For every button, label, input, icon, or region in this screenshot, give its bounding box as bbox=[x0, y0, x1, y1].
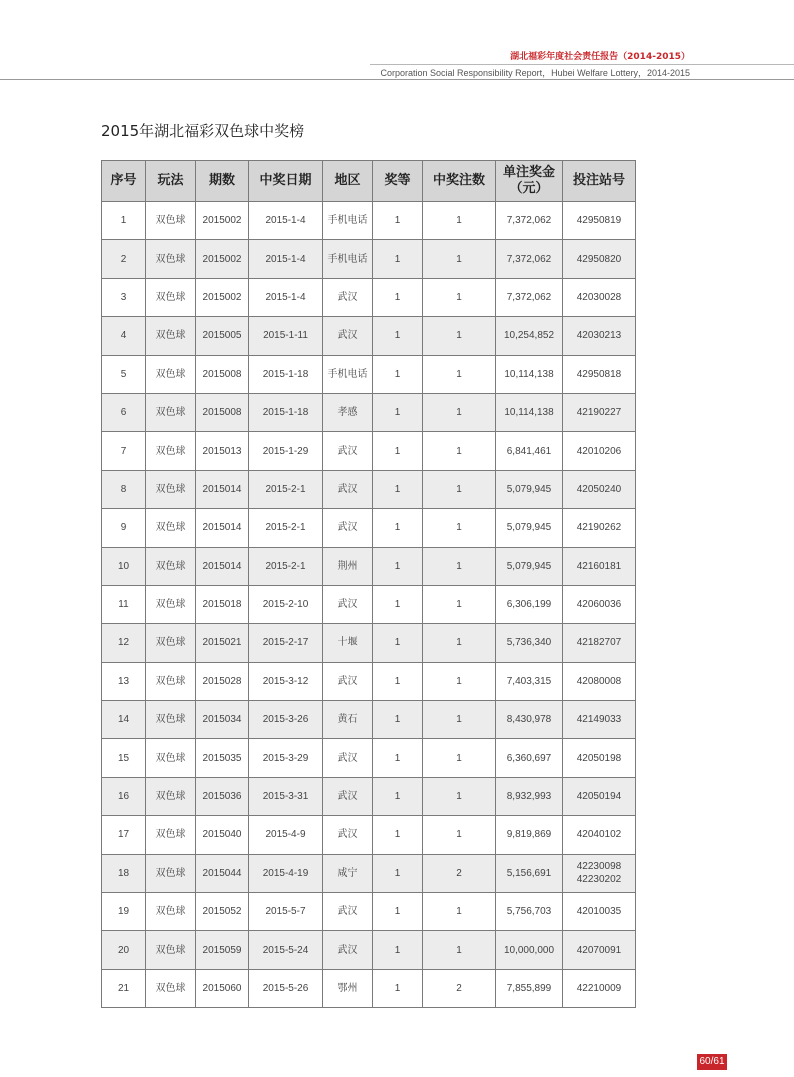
cell-prize-amount: 5,756,703 bbox=[496, 893, 563, 931]
table-body bbox=[102, 202, 636, 1008]
cell-prize-level: 1 bbox=[373, 854, 423, 892]
cell-prize-amount: 7,372,062 bbox=[496, 240, 563, 278]
cell-number: 9 bbox=[102, 509, 146, 547]
table-row bbox=[102, 854, 636, 892]
cell-date: 2015-1-4 bbox=[249, 240, 323, 278]
cell-station: 42210009 bbox=[563, 969, 636, 1007]
cell-game: 双色球 bbox=[146, 893, 196, 931]
cell-date: 2015-2-17 bbox=[249, 624, 323, 662]
cell-date: 2015-5-24 bbox=[249, 931, 323, 969]
cell-prize-amount: 9,819,869 bbox=[496, 816, 563, 854]
cell-date: 2015-4-19 bbox=[249, 854, 323, 892]
cell-prize-amount: 5,156,691 bbox=[496, 854, 563, 892]
cell-number: 5 bbox=[102, 355, 146, 393]
cell-winning-bets: 1 bbox=[423, 777, 496, 815]
cell-prize-amount: 5,736,340 bbox=[496, 624, 563, 662]
cell-issue: 2015052 bbox=[196, 893, 249, 931]
cell-prize-amount: 10,000,000 bbox=[496, 931, 563, 969]
header-divider-top bbox=[370, 64, 794, 65]
column-header: 地区 bbox=[323, 161, 373, 202]
cell-number: 10 bbox=[102, 547, 146, 585]
cell-region: 手机电话 bbox=[323, 355, 373, 393]
cell-game: 双色球 bbox=[146, 777, 196, 815]
station-line: 42230202 bbox=[576, 874, 622, 886]
table-row bbox=[102, 816, 636, 854]
cell-issue: 2015044 bbox=[196, 854, 249, 892]
cell-prize-level: 1 bbox=[373, 701, 423, 739]
cell-region: 手机电话 bbox=[323, 240, 373, 278]
cell-prize-level: 1 bbox=[373, 585, 423, 623]
cell-prize-level: 1 bbox=[373, 931, 423, 969]
cell-winning-bets: 2 bbox=[423, 854, 496, 892]
cell-region: 武汉 bbox=[323, 585, 373, 623]
cell-date: 2015-5-26 bbox=[249, 969, 323, 1007]
cell-station: 42149033 bbox=[563, 701, 636, 739]
cell-issue: 2015005 bbox=[196, 317, 249, 355]
cell-issue: 2015008 bbox=[196, 393, 249, 431]
cell-game: 双色球 bbox=[146, 854, 196, 892]
cell-winning-bets: 1 bbox=[423, 278, 496, 316]
cell-region: 鄂州 bbox=[323, 969, 373, 1007]
table-row bbox=[102, 585, 636, 623]
table-row bbox=[102, 355, 636, 393]
cell-station: 42010206 bbox=[563, 432, 636, 470]
cell-station: 42050194 bbox=[563, 777, 636, 815]
cell-date: 2015-1-4 bbox=[249, 278, 323, 316]
cell-game: 双色球 bbox=[146, 931, 196, 969]
cell-prize-level: 1 bbox=[373, 509, 423, 547]
cell-date: 2015-1-29 bbox=[249, 432, 323, 470]
cell-prize-level: 1 bbox=[373, 547, 423, 585]
column-header: 中奖注数 bbox=[423, 161, 496, 202]
table-row bbox=[102, 240, 636, 278]
column-header: 单注奖金（元） bbox=[496, 161, 563, 202]
cell-station: 42950820 bbox=[563, 240, 636, 278]
cell-issue: 2015059 bbox=[196, 931, 249, 969]
table-row bbox=[102, 931, 636, 969]
cell-date: 2015-2-1 bbox=[249, 547, 323, 585]
cell-issue: 2015035 bbox=[196, 739, 249, 777]
cell-prize-amount: 5,079,945 bbox=[496, 470, 563, 508]
cell-region: 手机电话 bbox=[323, 202, 373, 240]
cell-game: 双色球 bbox=[146, 432, 196, 470]
cell-station: 42040102 bbox=[563, 816, 636, 854]
cell-game: 双色球 bbox=[146, 278, 196, 316]
table-row bbox=[102, 317, 636, 355]
cell-issue: 2015008 bbox=[196, 355, 249, 393]
cell-station: 42160181 bbox=[563, 547, 636, 585]
cell-region: 武汉 bbox=[323, 777, 373, 815]
cell-date: 2015-3-26 bbox=[249, 701, 323, 739]
cell-issue: 2015028 bbox=[196, 662, 249, 700]
cell-game: 双色球 bbox=[146, 240, 196, 278]
cell-region: 武汉 bbox=[323, 662, 373, 700]
report-header bbox=[381, 50, 691, 80]
header-divider-bottom bbox=[0, 79, 794, 80]
cell-winning-bets: 1 bbox=[423, 662, 496, 700]
cell-winning-bets: 1 bbox=[423, 509, 496, 547]
cell-number: 2 bbox=[102, 240, 146, 278]
cell-game: 双色球 bbox=[146, 585, 196, 623]
cell-region: 荆州 bbox=[323, 547, 373, 585]
cell-issue: 2015014 bbox=[196, 547, 249, 585]
cell-issue: 2015002 bbox=[196, 278, 249, 316]
cell-station: 42950818 bbox=[563, 355, 636, 393]
cell-station: 42060036 bbox=[563, 585, 636, 623]
cell-number: 20 bbox=[102, 931, 146, 969]
cell-prize-level: 1 bbox=[373, 816, 423, 854]
cell-date: 2015-1-4 bbox=[249, 202, 323, 240]
cell-game: 双色球 bbox=[146, 739, 196, 777]
cell-game: 双色球 bbox=[146, 624, 196, 662]
table-row bbox=[102, 739, 636, 777]
cell-issue: 2015002 bbox=[196, 202, 249, 240]
cell-winning-bets: 1 bbox=[423, 355, 496, 393]
cell-number: 6 bbox=[102, 393, 146, 431]
cell-game: 双色球 bbox=[146, 662, 196, 700]
cell-game: 双色球 bbox=[146, 470, 196, 508]
cell-region: 武汉 bbox=[323, 509, 373, 547]
cell-date: 2015-1-18 bbox=[249, 393, 323, 431]
cell-game: 双色球 bbox=[146, 969, 196, 1007]
cell-winning-bets: 1 bbox=[423, 202, 496, 240]
cell-winning-bets: 1 bbox=[423, 547, 496, 585]
cell-number: 19 bbox=[102, 893, 146, 931]
cell-prize-amount: 5,079,945 bbox=[496, 547, 563, 585]
cell-station: 42010035 bbox=[563, 893, 636, 931]
cell-prize-level: 1 bbox=[373, 470, 423, 508]
station-line: 42230098 bbox=[576, 861, 622, 873]
table-row bbox=[102, 509, 636, 547]
cell-number: 7 bbox=[102, 432, 146, 470]
cell-prize-amount: 7,403,315 bbox=[496, 662, 563, 700]
page-number: 60/61 bbox=[697, 1054, 727, 1070]
cell-winning-bets: 1 bbox=[423, 624, 496, 662]
cell-region: 武汉 bbox=[323, 470, 373, 508]
cell-prize-level: 1 bbox=[373, 624, 423, 662]
cell-date: 2015-2-10 bbox=[249, 585, 323, 623]
column-header: 序号 bbox=[102, 161, 146, 202]
cell-date: 2015-1-11 bbox=[249, 317, 323, 355]
cell-station: 42190227 bbox=[563, 393, 636, 431]
table-row bbox=[102, 662, 636, 700]
cell-region: 武汉 bbox=[323, 432, 373, 470]
column-header: 中奖日期 bbox=[249, 161, 323, 202]
cell-issue: 2015040 bbox=[196, 816, 249, 854]
cell-number: 21 bbox=[102, 969, 146, 1007]
cell-date: 2015-2-1 bbox=[249, 470, 323, 508]
cell-region: 武汉 bbox=[323, 816, 373, 854]
header-title-cn: 湖北福彩年度社会责任报告（2014-2015） bbox=[510, 52, 690, 62]
cell-date: 2015-1-18 bbox=[249, 355, 323, 393]
cell-region: 黄石 bbox=[323, 701, 373, 739]
cell-date: 2015-4-9 bbox=[249, 816, 323, 854]
table-row bbox=[102, 278, 636, 316]
cell-winning-bets: 1 bbox=[423, 432, 496, 470]
cell-region: 武汉 bbox=[323, 739, 373, 777]
cell-winning-bets: 2 bbox=[423, 969, 496, 1007]
cell-game: 双色球 bbox=[146, 355, 196, 393]
column-header: 奖等 bbox=[373, 161, 423, 202]
cell-number: 1 bbox=[102, 202, 146, 240]
cell-number: 12 bbox=[102, 624, 146, 662]
cell-prize-amount: 10,114,138 bbox=[496, 355, 563, 393]
cell-winning-bets: 1 bbox=[423, 317, 496, 355]
cell-winning-bets: 1 bbox=[423, 585, 496, 623]
cell-region: 咸宁 bbox=[323, 854, 373, 892]
cell-date: 2015-3-29 bbox=[249, 739, 323, 777]
cell-prize-amount: 10,114,138 bbox=[496, 393, 563, 431]
cell-number: 13 bbox=[102, 662, 146, 700]
table-row bbox=[102, 777, 636, 815]
cell-prize-amount: 6,841,461 bbox=[496, 432, 563, 470]
cell-winning-bets: 1 bbox=[423, 816, 496, 854]
cell-winning-bets: 1 bbox=[423, 739, 496, 777]
cell-prize-amount: 8,430,978 bbox=[496, 701, 563, 739]
column-header: 期数 bbox=[196, 161, 249, 202]
cell-station: 42950819 bbox=[563, 202, 636, 240]
cell-prize-amount: 7,372,062 bbox=[496, 202, 563, 240]
cell-prize-level: 1 bbox=[373, 355, 423, 393]
cell-prize-level: 1 bbox=[373, 317, 423, 355]
cell-game: 双色球 bbox=[146, 509, 196, 547]
header-title-en: Corporation Social Responsibility Report，Hubei Welfare Lottery，2014-2015 bbox=[380, 68, 690, 78]
cell-prize-level: 1 bbox=[373, 278, 423, 316]
cell-number: 16 bbox=[102, 777, 146, 815]
cell-station: 42050198 bbox=[563, 739, 636, 777]
cell-region: 武汉 bbox=[323, 317, 373, 355]
cell-prize-amount: 6,360,697 bbox=[496, 739, 563, 777]
cell-number: 4 bbox=[102, 317, 146, 355]
column-header: 玩法 bbox=[146, 161, 196, 202]
table-row bbox=[102, 547, 636, 585]
cell-issue: 2015014 bbox=[196, 509, 249, 547]
cell-date: 2015-3-31 bbox=[249, 777, 323, 815]
page-title: 2015年湖北福彩双色球中奖榜 bbox=[101, 122, 305, 140]
cell-game: 双色球 bbox=[146, 202, 196, 240]
cell-prize-level: 1 bbox=[373, 739, 423, 777]
cell-date: 2015-3-12 bbox=[249, 662, 323, 700]
table-row bbox=[102, 432, 636, 470]
cell-station: 42070091 bbox=[563, 931, 636, 969]
column-header: 投注站号 bbox=[563, 161, 636, 202]
cell-number: 3 bbox=[102, 278, 146, 316]
cell-issue: 2015034 bbox=[196, 701, 249, 739]
cell-prize-amount: 8,932,993 bbox=[496, 777, 563, 815]
cell-number: 14 bbox=[102, 701, 146, 739]
cell-station: 42050240 bbox=[563, 470, 636, 508]
cell-prize-level: 1 bbox=[373, 240, 423, 278]
table-row bbox=[102, 969, 636, 1007]
cell-winning-bets: 1 bbox=[423, 893, 496, 931]
cell-number: 11 bbox=[102, 585, 146, 623]
cell-date: 2015-5-7 bbox=[249, 893, 323, 931]
cell-game: 双色球 bbox=[146, 317, 196, 355]
cell-issue: 2015018 bbox=[196, 585, 249, 623]
cell-game: 双色球 bbox=[146, 393, 196, 431]
cell-issue: 2015060 bbox=[196, 969, 249, 1007]
cell-region: 孝感 bbox=[323, 393, 373, 431]
cell-winning-bets: 1 bbox=[423, 701, 496, 739]
cell-region: 十堰 bbox=[323, 624, 373, 662]
cell-region: 武汉 bbox=[323, 278, 373, 316]
cell-prize-amount: 5,079,945 bbox=[496, 509, 563, 547]
cell-prize-level: 1 bbox=[373, 777, 423, 815]
cell-prize-amount: 6,306,199 bbox=[496, 585, 563, 623]
cell-game: 双色球 bbox=[146, 816, 196, 854]
cell-number: 17 bbox=[102, 816, 146, 854]
cell-game: 双色球 bbox=[146, 701, 196, 739]
cell-number: 8 bbox=[102, 470, 146, 508]
cell-prize-amount: 7,372,062 bbox=[496, 278, 563, 316]
cell-number: 15 bbox=[102, 739, 146, 777]
table-row bbox=[102, 893, 636, 931]
cell-station bbox=[563, 854, 636, 892]
cell-station: 42190262 bbox=[563, 509, 636, 547]
table-row bbox=[102, 202, 636, 240]
cell-station: 42080008 bbox=[563, 662, 636, 700]
cell-prize-amount: 10,254,852 bbox=[496, 317, 563, 355]
cell-winning-bets: 1 bbox=[423, 931, 496, 969]
prize-table bbox=[101, 160, 636, 1008]
cell-winning-bets: 1 bbox=[423, 470, 496, 508]
cell-prize-level: 1 bbox=[373, 662, 423, 700]
cell-number: 18 bbox=[102, 854, 146, 892]
table-row bbox=[102, 393, 636, 431]
cell-prize-amount: 7,855,899 bbox=[496, 969, 563, 1007]
cell-station: 42030028 bbox=[563, 278, 636, 316]
cell-station: 42030213 bbox=[563, 317, 636, 355]
cell-station: 42182707 bbox=[563, 624, 636, 662]
cell-date: 2015-2-1 bbox=[249, 509, 323, 547]
cell-issue: 2015021 bbox=[196, 624, 249, 662]
cell-issue: 2015014 bbox=[196, 470, 249, 508]
cell-region: 武汉 bbox=[323, 931, 373, 969]
cell-winning-bets: 1 bbox=[423, 393, 496, 431]
cell-issue: 2015013 bbox=[196, 432, 249, 470]
cell-prize-level: 1 bbox=[373, 893, 423, 931]
table-row bbox=[102, 701, 636, 739]
cell-game: 双色球 bbox=[146, 547, 196, 585]
table-row bbox=[102, 470, 636, 508]
cell-issue: 2015036 bbox=[196, 777, 249, 815]
cell-issue: 2015002 bbox=[196, 240, 249, 278]
table-header-row bbox=[102, 161, 636, 202]
table-row bbox=[102, 624, 636, 662]
cell-prize-level: 1 bbox=[373, 969, 423, 1007]
cell-prize-level: 1 bbox=[373, 393, 423, 431]
cell-prize-level: 1 bbox=[373, 202, 423, 240]
cell-prize-level: 1 bbox=[373, 432, 423, 470]
cell-winning-bets: 1 bbox=[423, 240, 496, 278]
cell-region: 武汉 bbox=[323, 893, 373, 931]
